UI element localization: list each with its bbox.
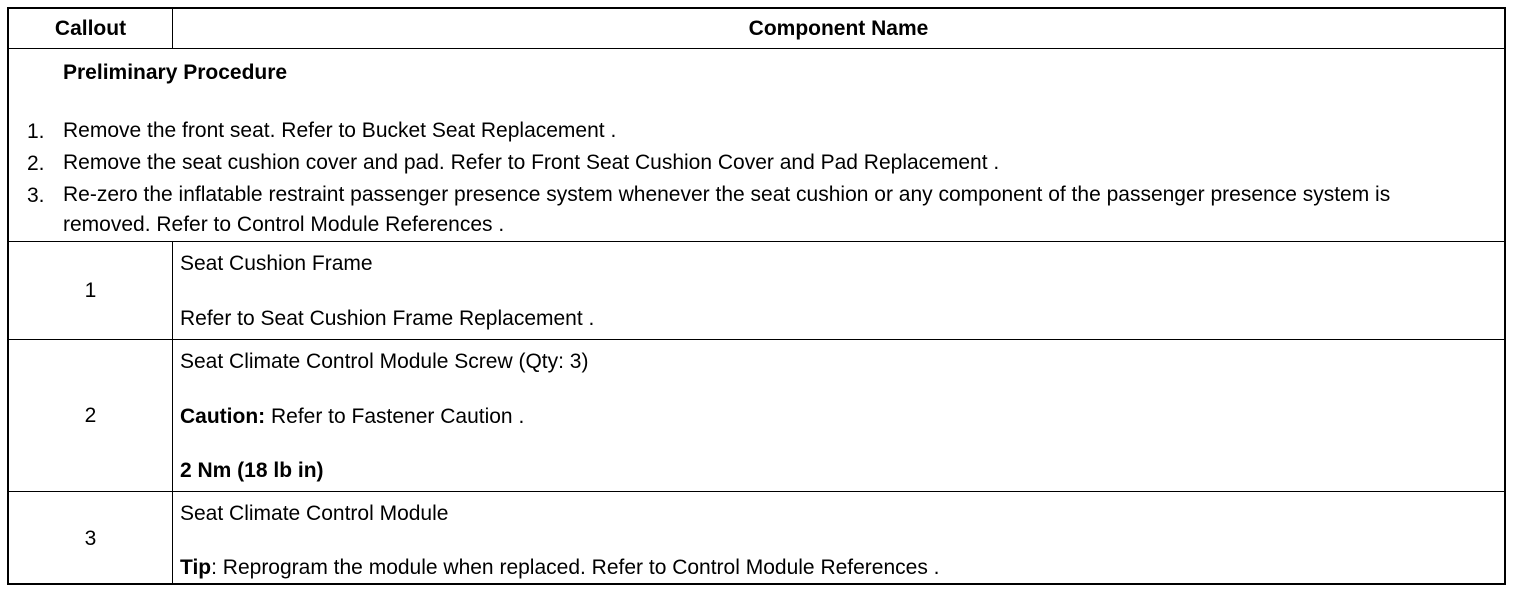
callout-header: Callout (9, 9, 173, 48)
caution-text: Refer to Fastener Caution . (265, 405, 525, 428)
table-header-row (9, 9, 1504, 49)
component-cell (173, 242, 1504, 339)
step-text: Remove the seat cushion cover and pad. Refer to Front Seat Cushion Cover and Pad Replacement . (63, 151, 1000, 174)
component-name-header: Component Name (748, 16, 929, 40)
component-cell (173, 340, 1504, 491)
preliminary-procedure-row (9, 49, 1504, 242)
caution-label: Caution: (180, 405, 266, 428)
component-cell (173, 492, 1504, 585)
component-name: Seat Cushion Frame (180, 252, 373, 275)
step-text: Re-zero the inflatable restraint passenger presence system whenever the seat cushion or any component of the passenger presence system is removed. Refer to Control Module References . (63, 183, 1391, 236)
table-row (9, 492, 1504, 585)
step-text: Remove the front seat. Refer to Bucket Seat Replacement . (63, 119, 617, 142)
step-number: 3. (27, 184, 45, 207)
caution-line (180, 405, 524, 429)
tip-label: Tip (180, 556, 212, 579)
table-row (9, 242, 1504, 340)
callout-cell: 1 (9, 242, 173, 339)
preliminary-procedure-title: Preliminary Procedure (63, 61, 288, 84)
component-name: Seat Climate Control Module (180, 502, 449, 525)
callout-cell: 3 (9, 492, 173, 585)
callout-cell: 2 (9, 340, 173, 491)
component-table (7, 7, 1506, 585)
step-number: 1. (27, 120, 45, 143)
table-row (9, 340, 1504, 492)
tip-text: : Reprogram the module when replaced. Refer to Control Module References . (211, 556, 940, 579)
torque-spec: 2 Nm (18 lb in) (180, 459, 324, 482)
component-name: Seat Climate Control Module Screw (Qty: 3) (180, 350, 589, 373)
reference-note: Refer to Seat Cushion Frame Replacement . (180, 307, 595, 330)
tip-line (180, 556, 940, 580)
step-number: 2. (27, 152, 45, 175)
